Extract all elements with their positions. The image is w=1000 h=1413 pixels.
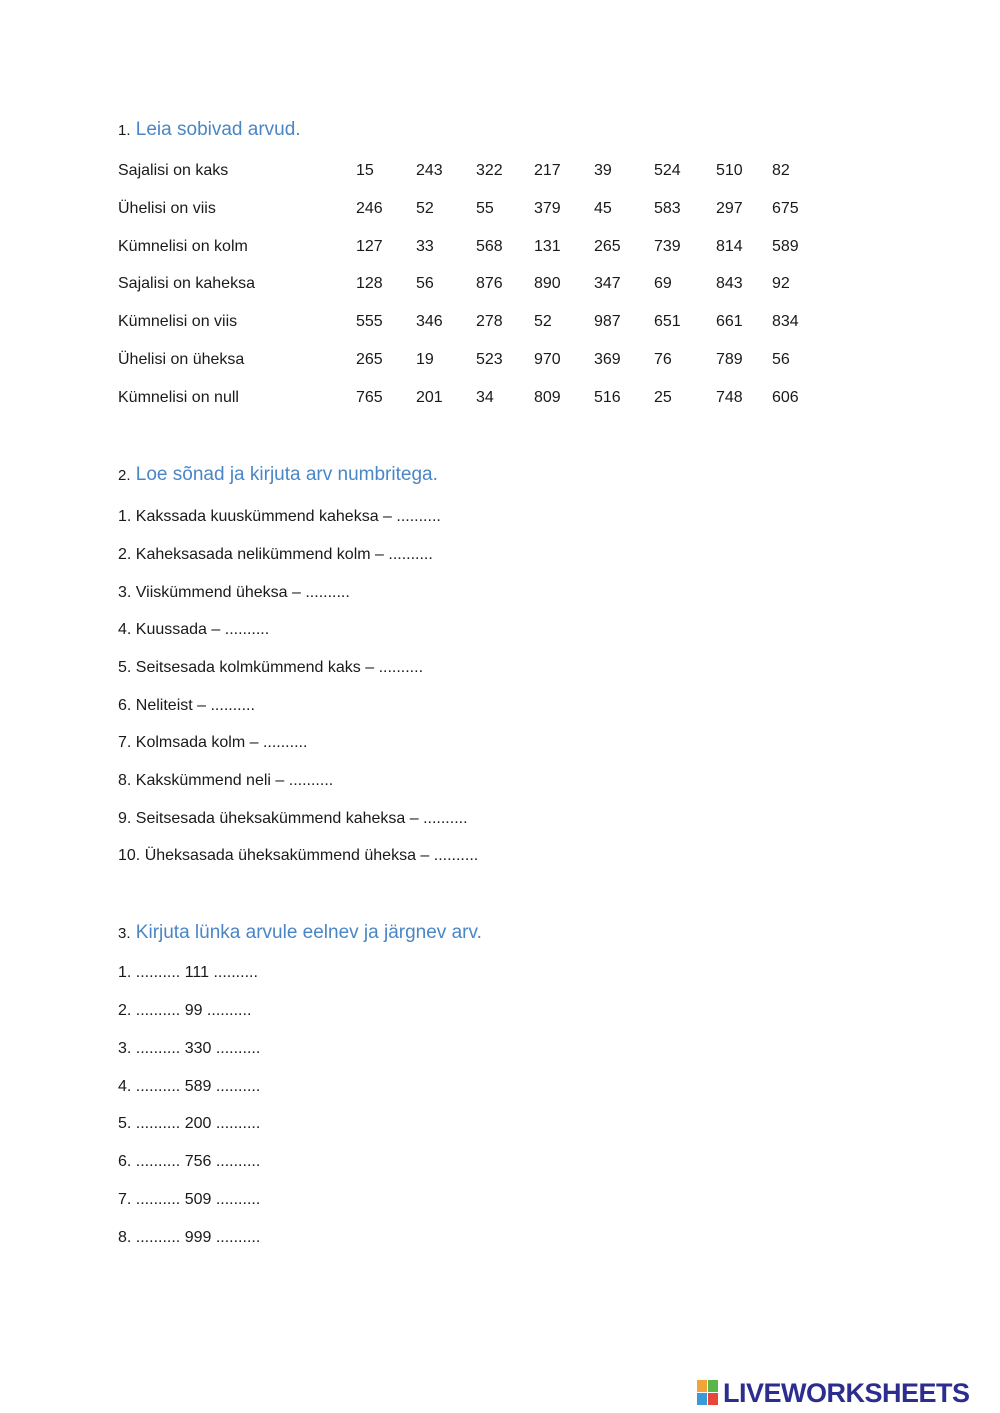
exercise-3-item[interactable]: 2. .......... 99 .......... <box>118 1002 252 1019</box>
exercise-3-item[interactable]: 7. .......... 509 .......... <box>118 1191 261 1208</box>
exercise-1-row <box>0 161 1000 183</box>
number-option[interactable]: 243 <box>416 162 443 179</box>
exercise-2-item[interactable]: 3. Viiskümmend üheksa – .......... <box>118 584 350 601</box>
exercise-3-number: 3. <box>118 925 131 942</box>
number-option[interactable]: 201 <box>416 389 443 406</box>
number-option[interactable]: 346 <box>416 313 443 330</box>
number-option[interactable]: 809 <box>534 389 561 406</box>
number-option[interactable]: 789 <box>716 351 743 368</box>
number-option[interactable]: 278 <box>476 313 503 330</box>
liveworksheets-mark-icon <box>697 1380 719 1406</box>
number-option[interactable]: 92 <box>772 275 790 292</box>
exercise-1-row <box>0 312 1000 334</box>
number-option[interactable]: 52 <box>416 200 434 217</box>
number-option[interactable]: 39 <box>594 162 612 179</box>
exercise-2-item[interactable]: 1. Kakssada kuuskümmend kaheksa – .......... <box>118 508 441 525</box>
exercise-2-item[interactable]: 4. Kuussada – .......... <box>118 621 270 638</box>
number-option[interactable]: 128 <box>356 275 383 292</box>
row-label: Ühelisi on üheksa <box>118 351 245 368</box>
number-option[interactable]: 568 <box>476 238 503 255</box>
number-option[interactable]: 843 <box>716 275 743 292</box>
number-option[interactable]: 970 <box>534 351 561 368</box>
exercise-1-row <box>0 274 1000 296</box>
exercise-1-row <box>0 388 1000 410</box>
exercise-2-title: Loe sõnad ja kirjuta arv numbritega. <box>135 464 438 485</box>
exercise-2-item[interactable]: 6. Neliteist – .......... <box>118 697 255 714</box>
number-option[interactable]: 675 <box>772 200 799 217</box>
number-option[interactable]: 379 <box>534 200 561 217</box>
row-label: Sajalisi on kaheksa <box>118 275 255 292</box>
exercise-1-row <box>0 237 1000 259</box>
number-option[interactable]: 516 <box>594 389 621 406</box>
number-option[interactable]: 651 <box>654 313 681 330</box>
number-option[interactable]: 19 <box>416 351 434 368</box>
number-option[interactable]: 297 <box>716 200 743 217</box>
number-option[interactable]: 876 <box>476 275 503 292</box>
number-option[interactable]: 217 <box>534 162 561 179</box>
number-option[interactable]: 606 <box>772 389 799 406</box>
number-option[interactable]: 890 <box>534 275 561 292</box>
number-option[interactable]: 34 <box>476 389 494 406</box>
number-option[interactable]: 25 <box>654 389 672 406</box>
number-option[interactable]: 765 <box>356 389 383 406</box>
row-label: Kümnelisi on viis <box>118 313 238 330</box>
number-option[interactable]: 322 <box>476 162 503 179</box>
number-option[interactable]: 56 <box>416 275 434 292</box>
number-option[interactable]: 583 <box>654 200 681 217</box>
number-option[interactable]: 510 <box>716 162 743 179</box>
number-option[interactable]: 524 <box>654 162 681 179</box>
number-option[interactable]: 15 <box>356 162 374 179</box>
exercise-3-item[interactable]: 1. .......... 111 .......... <box>118 964 258 981</box>
row-label: Ühelisi on viis <box>118 200 216 217</box>
exercise-2-item[interactable]: 8. Kakskümmend neli – .......... <box>118 772 334 789</box>
number-option[interactable]: 45 <box>594 200 612 217</box>
number-option[interactable]: 56 <box>772 351 790 368</box>
exercise-3-item[interactable]: 8. .......... 999 .......... <box>118 1229 261 1246</box>
exercise-3-title: Kirjuta lünka arvule eelnev ja järgnev arv. <box>135 922 482 943</box>
number-option[interactable]: 814 <box>716 238 743 255</box>
number-option[interactable]: 661 <box>716 313 743 330</box>
exercise-2-item[interactable]: 2. Kaheksasada nelikümmend kolm – .......... <box>118 546 433 563</box>
exercise-2-item[interactable]: 7. Kolmsada kolm – .......... <box>118 734 308 751</box>
number-option[interactable]: 748 <box>716 389 743 406</box>
row-label: Kümnelisi on kolm <box>118 238 248 255</box>
exercise-1-number: 1. <box>118 122 131 139</box>
exercise-2-item[interactable]: 5. Seitsesada kolmkümmend kaks – .......... <box>118 659 424 676</box>
number-option[interactable]: 76 <box>654 351 672 368</box>
number-option[interactable]: 131 <box>534 238 561 255</box>
exercise-2-heading <box>118 464 438 486</box>
number-option[interactable]: 246 <box>356 200 383 217</box>
liveworksheets-logo <box>697 1378 993 1408</box>
exercise-2-item[interactable]: 10. Üheksasada üheksakümmend üheksa – .......... <box>118 847 479 864</box>
exercise-3-item[interactable]: 5. .......... 200 .......... <box>118 1115 261 1132</box>
exercise-1-title: Leia sobivad arvud. <box>135 119 301 140</box>
number-option[interactable]: 347 <box>594 275 621 292</box>
number-option[interactable]: 82 <box>772 162 790 179</box>
row-label: Sajalisi on kaks <box>118 162 229 179</box>
number-option[interactable]: 987 <box>594 313 621 330</box>
exercise-3-item[interactable]: 6. .......... 756 .......... <box>118 1153 261 1170</box>
number-option[interactable]: 33 <box>416 238 434 255</box>
exercise-1-row <box>0 199 1000 221</box>
number-option[interactable]: 589 <box>772 238 799 255</box>
number-option[interactable]: 834 <box>772 313 799 330</box>
exercise-3-heading <box>118 922 482 944</box>
number-option[interactable]: 265 <box>356 351 383 368</box>
number-option[interactable]: 369 <box>594 351 621 368</box>
exercise-3-item[interactable]: 3. .......... 330 .......... <box>118 1040 261 1057</box>
exercise-2-item[interactable]: 9. Seitsesada üheksakümmend kaheksa – .......... <box>118 810 468 827</box>
number-option[interactable]: 55 <box>476 200 494 217</box>
exercise-3-item[interactable]: 4. .......... 589 .......... <box>118 1078 261 1095</box>
number-option[interactable]: 127 <box>356 238 383 255</box>
brand-name: LIVEWORKSHEETS <box>723 1377 970 1408</box>
number-option[interactable]: 555 <box>356 313 383 330</box>
exercise-1-heading <box>118 119 301 141</box>
exercise-2-number: 2. <box>118 467 131 484</box>
number-option[interactable]: 739 <box>654 238 681 255</box>
row-label: Kümnelisi on null <box>118 389 239 406</box>
exercise-1-row <box>0 350 1000 372</box>
number-option[interactable]: 265 <box>594 238 621 255</box>
number-option[interactable]: 52 <box>534 313 552 330</box>
number-option[interactable]: 523 <box>476 351 503 368</box>
number-option[interactable]: 69 <box>654 275 672 292</box>
